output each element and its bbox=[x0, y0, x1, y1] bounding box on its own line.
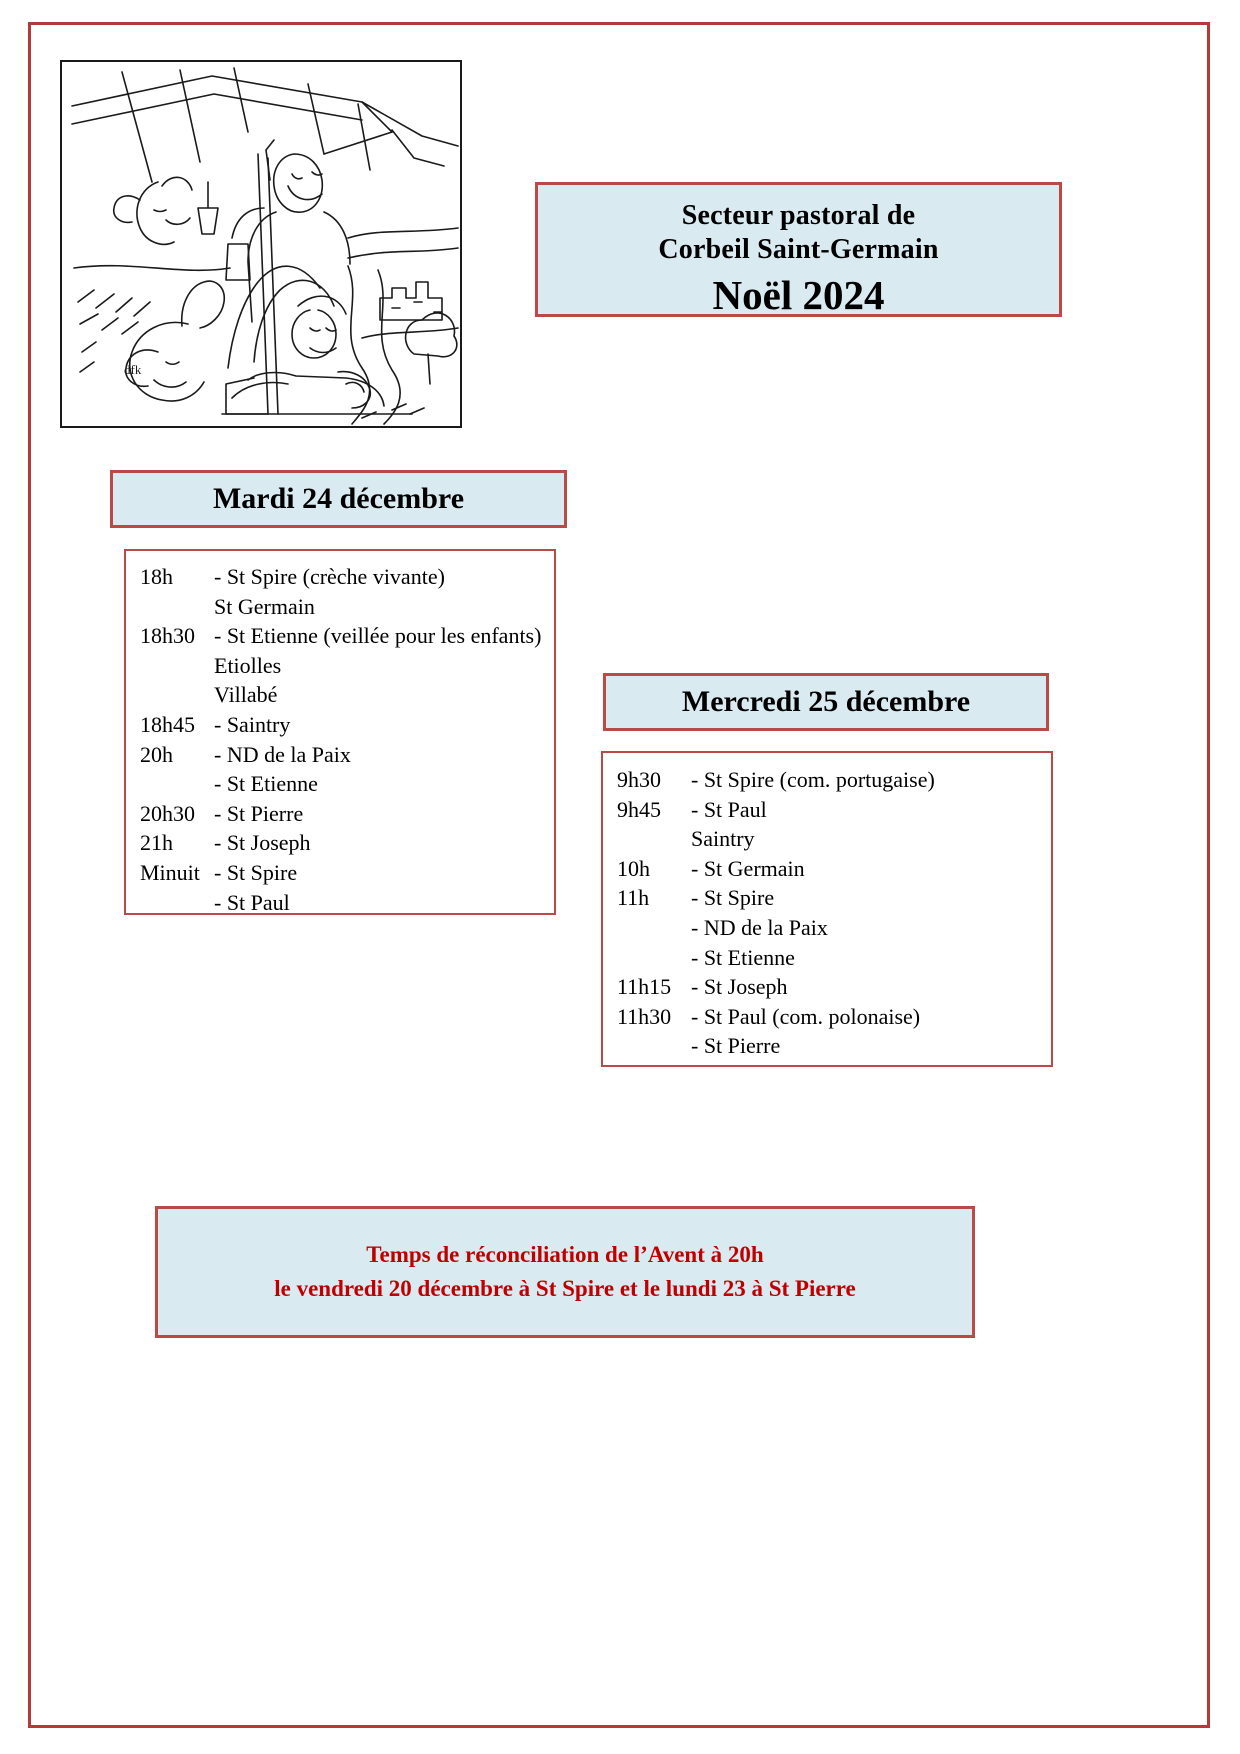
schedule-place: - St Paul (com. polonaise) bbox=[691, 1003, 921, 1029]
schedule-row bbox=[617, 972, 1051, 1002]
schedule-place: - St Paul bbox=[691, 796, 767, 822]
schedule-time: 18h45 bbox=[140, 711, 195, 737]
schedule-time: 18h30 bbox=[140, 623, 195, 649]
schedule-time: Minuit bbox=[140, 859, 200, 885]
schedule-row bbox=[140, 858, 554, 888]
schedule-place: - St Pierre bbox=[691, 1033, 781, 1059]
schedule-place: - St Etienne (veillée pour les enfants) bbox=[214, 623, 542, 649]
schedule-row bbox=[140, 680, 554, 710]
schedule-time: 9h30 bbox=[617, 767, 661, 792]
schedule-row bbox=[140, 651, 554, 681]
schedule-row bbox=[617, 1031, 1051, 1061]
schedule-place: St Germain bbox=[214, 593, 315, 619]
schedule-place: Villabé bbox=[214, 682, 278, 708]
schedule-list-december-24 bbox=[126, 551, 554, 917]
schedule-place: - St Etienne bbox=[691, 944, 795, 970]
schedule-row bbox=[140, 562, 554, 592]
schedule-time: 18h bbox=[140, 564, 173, 589]
schedule-list-december-25 bbox=[603, 753, 1051, 1061]
schedule-row bbox=[617, 765, 1051, 795]
schedule-box-december-25 bbox=[601, 751, 1053, 1067]
schedule-place: - St Spire (crèche vivante) bbox=[214, 564, 445, 589]
schedule-row bbox=[140, 592, 554, 622]
poster-title-box bbox=[535, 182, 1062, 317]
schedule-row bbox=[140, 740, 554, 770]
schedule-place: - St Pierre bbox=[214, 800, 304, 826]
schedule-time: 20h bbox=[140, 741, 173, 767]
schedule-place: Etiolles bbox=[214, 652, 282, 678]
schedule-place: - St Joseph bbox=[214, 830, 311, 856]
schedule-place: - St Spire (com. portugaise) bbox=[691, 767, 935, 792]
artist-signature: dfk bbox=[124, 362, 142, 377]
schedule-row bbox=[617, 1002, 1051, 1032]
schedule-place: - Saintry bbox=[214, 711, 291, 737]
schedule-time: 11h15 bbox=[617, 974, 672, 1000]
schedule-time: 11h30 bbox=[617, 1003, 672, 1029]
footer-line-1: Temps de réconciliation de l’Avent à 20h bbox=[366, 1242, 764, 1267]
schedule-row bbox=[617, 795, 1051, 825]
schedule-row bbox=[617, 854, 1051, 884]
schedule-time: 10h bbox=[617, 855, 650, 881]
schedule-place: - St Spire bbox=[214, 859, 298, 885]
schedule-place: Saintry bbox=[691, 826, 755, 852]
day-banner-december-24 bbox=[110, 470, 567, 528]
schedule-place: - St Joseph bbox=[691, 974, 788, 1000]
footer-line-2: le vendredi 20 décembre à St Spire et le lundi 23 à St Pierre bbox=[274, 1276, 856, 1301]
reconciliation-note-box bbox=[155, 1206, 975, 1338]
schedule-row bbox=[617, 943, 1051, 973]
day1-banner-label: Mardi 24 décembre bbox=[212, 482, 465, 515]
schedule-place: - St Etienne bbox=[214, 771, 318, 797]
schedule-row bbox=[140, 828, 554, 858]
day-banner-december-25 bbox=[603, 673, 1049, 731]
schedule-row bbox=[140, 710, 554, 740]
schedule-place: - St Spire bbox=[691, 885, 775, 911]
schedule-place: - ND de la Paix bbox=[214, 741, 351, 767]
nativity-scene-drawing bbox=[62, 62, 460, 426]
schedule-time: 20h30 bbox=[140, 800, 195, 826]
schedule-row bbox=[140, 621, 554, 651]
schedule-time: 11h bbox=[617, 885, 650, 911]
schedule-time: 9h45 bbox=[617, 796, 661, 822]
title-line-2: Corbeil Saint-Germain bbox=[658, 234, 939, 265]
schedule-row bbox=[617, 883, 1051, 913]
schedule-row bbox=[617, 913, 1051, 943]
schedule-place: - ND de la Paix bbox=[691, 914, 828, 940]
title-line-1: Secteur pastoral de bbox=[681, 200, 916, 231]
schedule-row bbox=[617, 824, 1051, 854]
schedule-row bbox=[140, 799, 554, 829]
schedule-row bbox=[140, 888, 554, 918]
schedule-row bbox=[140, 769, 554, 799]
schedule-box-december-24 bbox=[124, 549, 556, 915]
nativity-illustration bbox=[60, 60, 462, 428]
page-title: Noël 2024 bbox=[712, 272, 885, 318]
schedule-place: - St Paul bbox=[214, 889, 290, 915]
schedule-place: - St Germain bbox=[691, 855, 805, 881]
schedule-time: 21h bbox=[140, 830, 173, 856]
day2-banner-label: Mercredi 25 décembre bbox=[681, 685, 971, 718]
